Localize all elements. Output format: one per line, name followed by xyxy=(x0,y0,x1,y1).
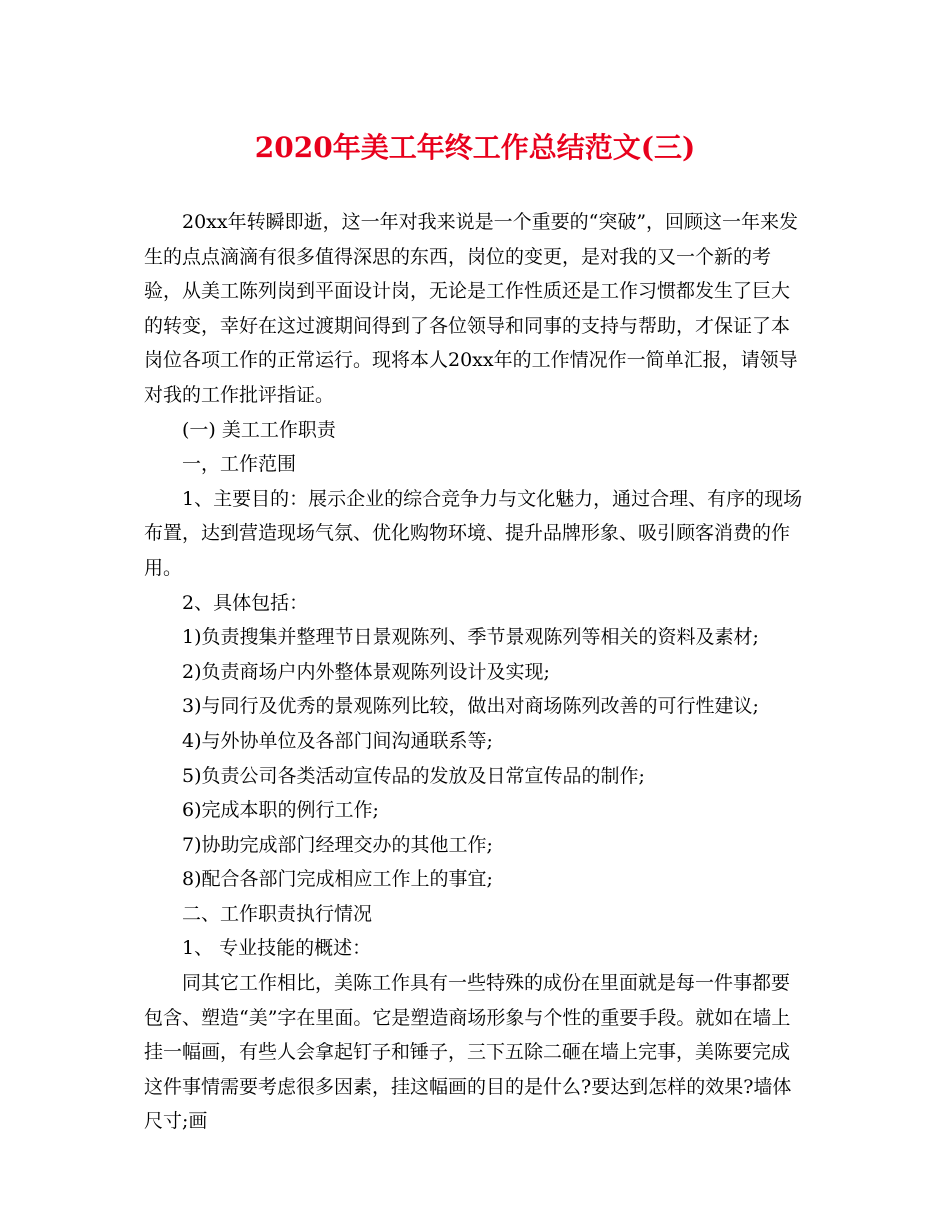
subheading-scope: 一，工作范围 xyxy=(182,453,297,476)
paragraph-specifics-heading: 2、具体包括： xyxy=(182,591,309,614)
paragraph-main-purpose: 1、主要目的：展示企业的综合竞争力与文化魅力，通过合理、有序的现场布置，达到营造现场气氛、优化购物环境、提升品牌形象、吸引顾客消费的作用。 xyxy=(144,487,803,579)
list-item: 4)与外协单位及各部门间沟通联系等; xyxy=(182,729,493,752)
section-heading-duties: (一) 美工工作职责 xyxy=(182,418,336,441)
paragraph-skills-detail: 同其它工作相比，美陈工作具有一些特殊的成份在里面就是每一件事都要包含、塑造“美”字在里面。它是塑造商场形象与个性的重要手段。就如在墙上挂一幅画，有些人会拿起钉子和锤子，三下五除二砸在墙上完事，美陈要完成这件事情需要考虑很多因素，挂这幅画的目的是什么?要达到怎样的效果?墙体尺寸;画 xyxy=(144,972,792,1133)
list-item: 2)负责商场户内外整体景观陈列设计及实现; xyxy=(182,660,550,683)
document-title: 2020年美工年终工作总结范文(三) xyxy=(254,131,696,164)
list-item: 7)协助完成部门经理交办的其他工作; xyxy=(182,833,493,856)
list-item: 5)负责公司各类活动宣传品的发放及日常宣传品的制作; xyxy=(182,764,645,787)
subheading-skills: 1、 专业技能的概述： xyxy=(182,937,372,960)
document-body xyxy=(144,205,806,1139)
list-item: 6)完成本职的例行工作; xyxy=(182,799,379,822)
list-item: 1)负责搜集并整理节日景观陈列、季节景观陈列等相关的资料及素材; xyxy=(182,626,759,649)
subheading-execution: 二、工作职责执行情况 xyxy=(182,902,373,925)
paragraph-intro: 20xx年转瞬即逝，这一年对我来说是一个重要的“突破”，回顾这一年来发生的点点滴滴有很多值得深思的东西，岗位的变更，是对我的又一个新的考验，从美工陈列岗到平面设计岗，无论是工作性质还是工作习惯都发生了巨大的转变，幸好在这过渡期间得到了各位领导和同事的支持与帮助，才保证了本岗位各项工作的正常运行。现将本人20xx年的工作情况作一简单汇报，请领导对我的工作批评指证。 xyxy=(144,211,799,406)
list-item: 8)配合各部门完成相应工作上的事宜; xyxy=(182,868,493,891)
list-item: 3)与同行及优秀的景观陈列比较，做出对商场陈列改善的可行性建议; xyxy=(182,695,759,718)
